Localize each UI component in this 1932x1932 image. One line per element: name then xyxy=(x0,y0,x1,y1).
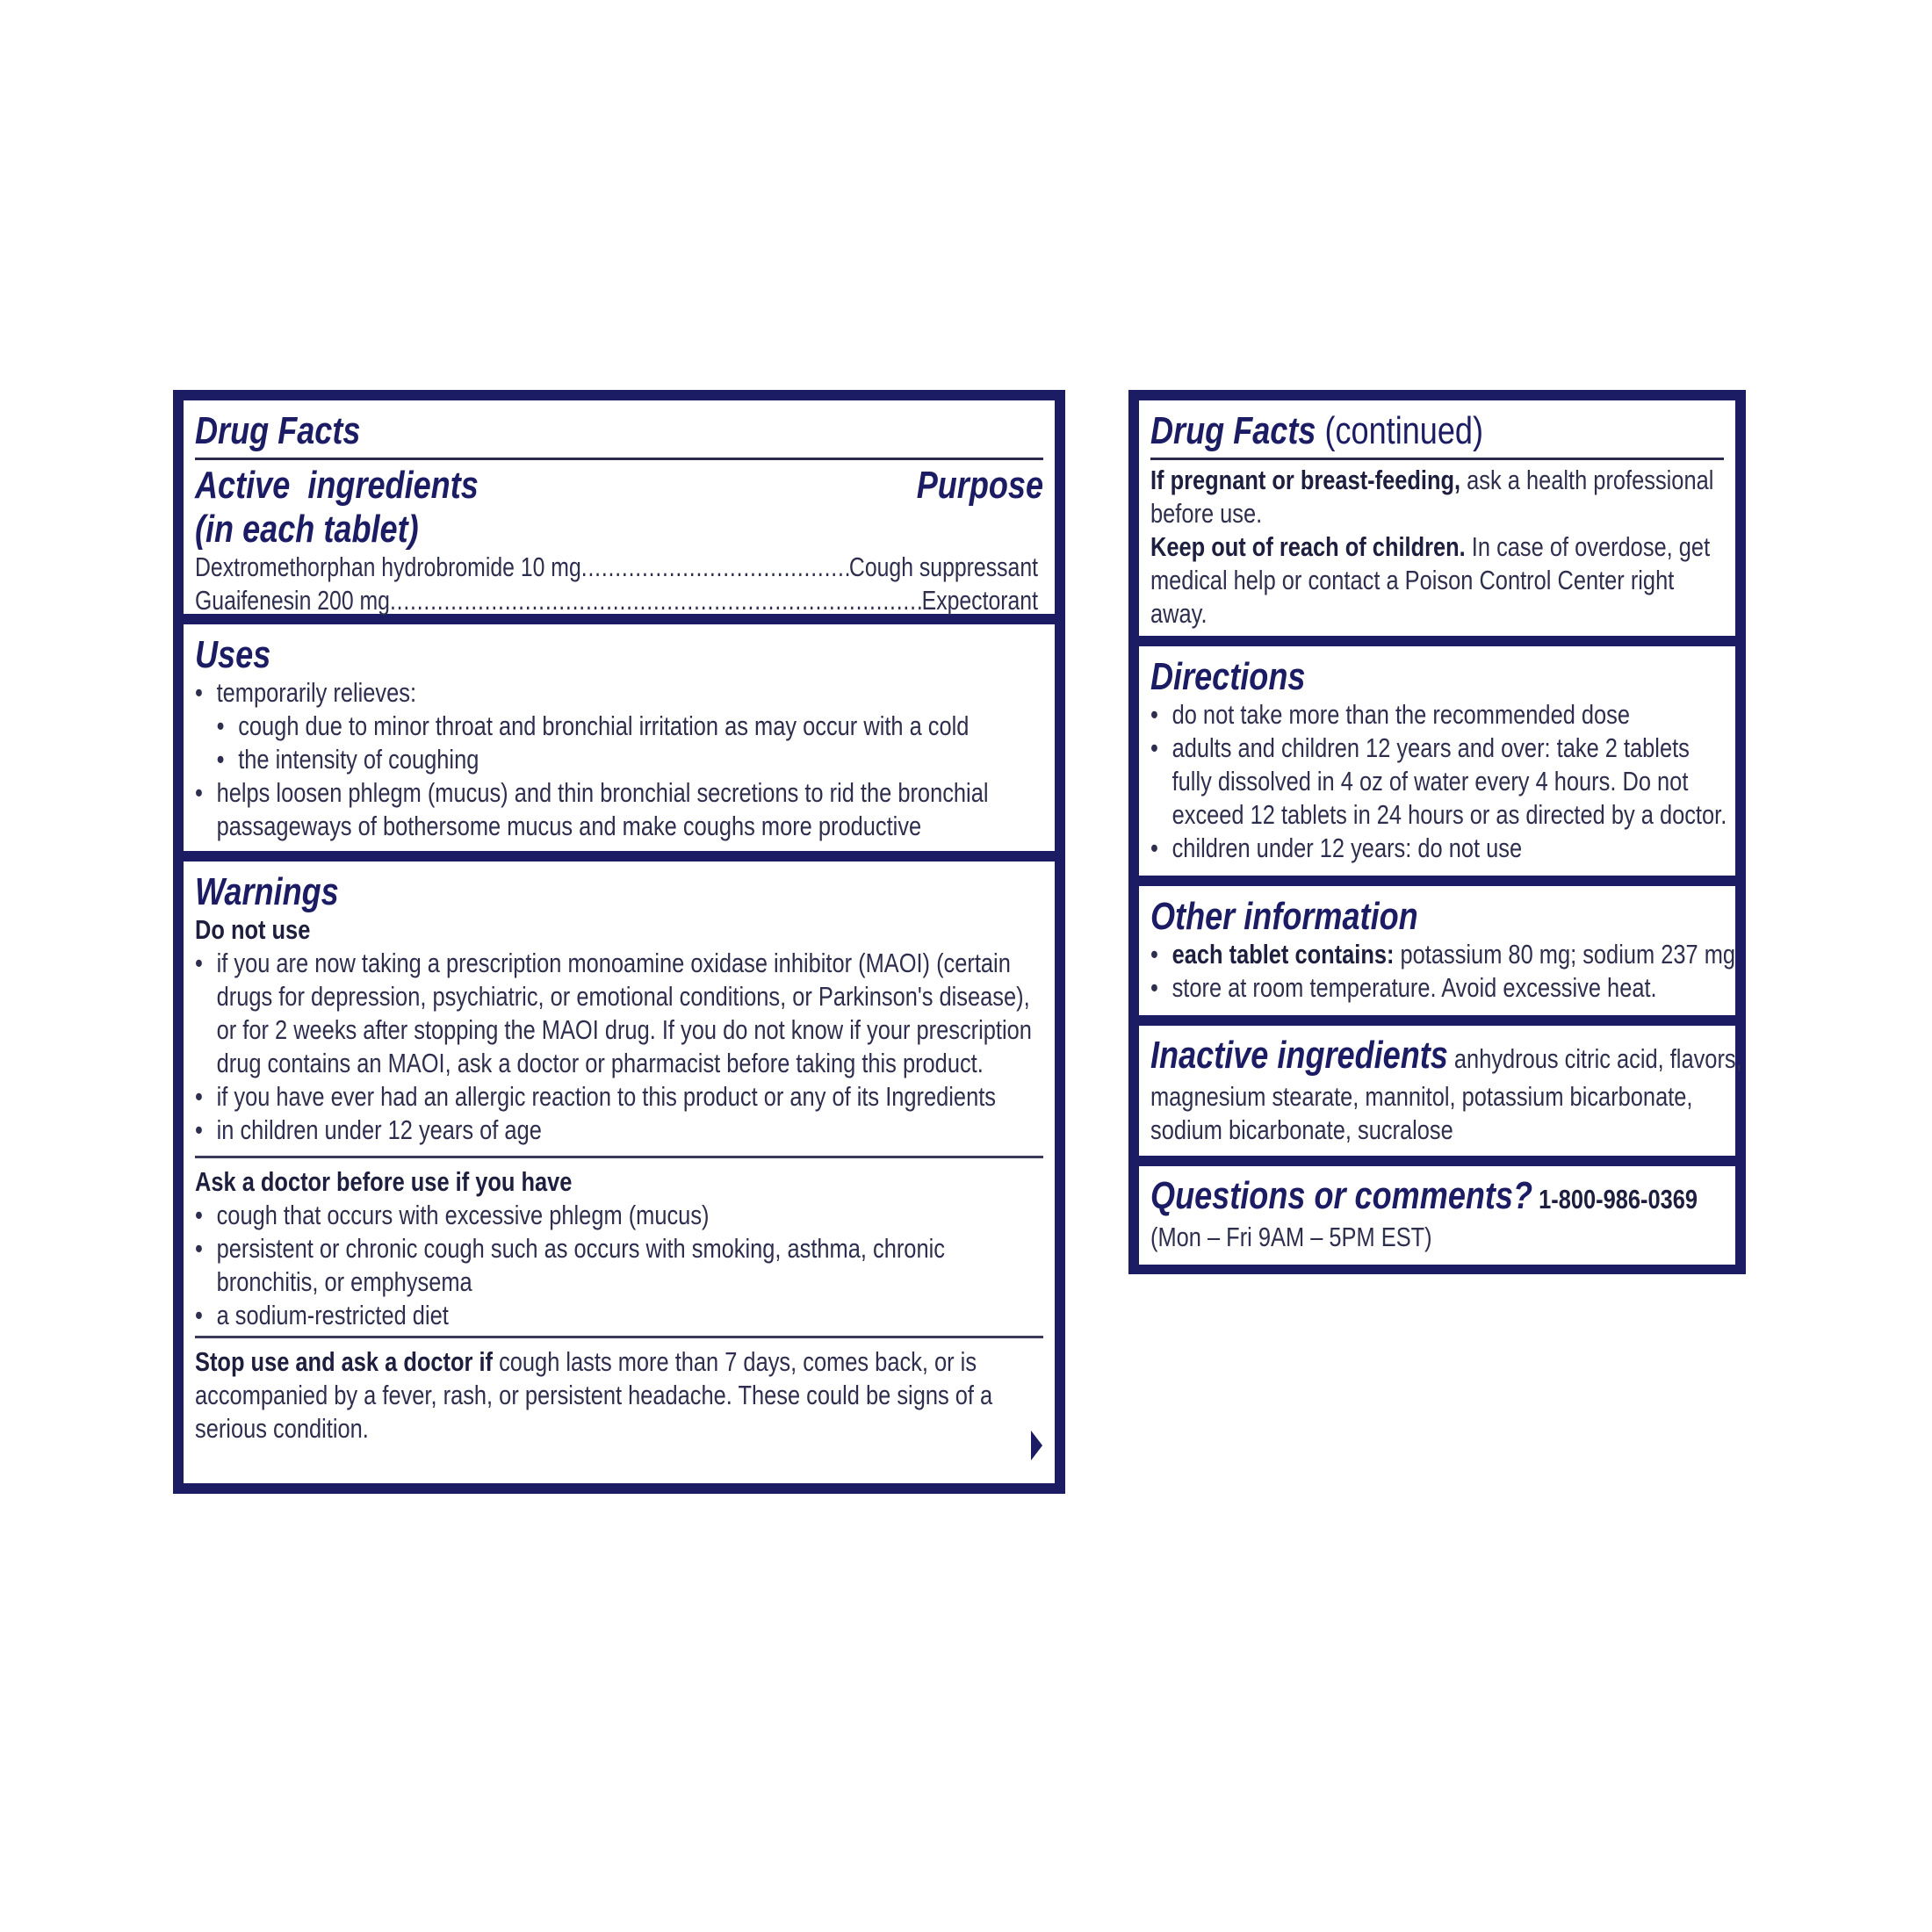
bullet-icon: • xyxy=(216,744,225,775)
list-item: • cough that occurs with excessive phlegm (mucus) xyxy=(195,1200,710,1231)
ask-doctor-subheading: Ask a doctor before use if you have xyxy=(195,1166,573,1198)
uses-heading: Uses xyxy=(195,633,271,676)
bullet-icon: • xyxy=(195,1200,203,1231)
ingredient-row xyxy=(195,551,1038,584)
warnings-divider xyxy=(195,1336,1043,1338)
questions-heading: Questions or comments? xyxy=(1150,1174,1533,1218)
keep-out-warning-line: away. xyxy=(1150,598,1208,630)
keep-out-warning: Keep out of reach of children. In case of overdose, get xyxy=(1150,531,1711,563)
list-item-continued: drugs for depression, psychiatric, or emotional conditions, or Parkinson's disease), xyxy=(216,981,1030,1013)
bullet-icon: • xyxy=(1150,732,1158,764)
list-item-continued: fully dissolved in 4 oz of water every 4 hours. Do not xyxy=(1171,766,1689,797)
ingredient-row xyxy=(195,584,1038,617)
continue-arrow-icon xyxy=(1031,1431,1042,1460)
list-item: • if you have ever had an allergic reaction to this product or any of its Ingredients xyxy=(195,1081,996,1113)
stop-use-paragraph-line: serious condition. xyxy=(195,1413,369,1445)
warnings-divider xyxy=(195,1156,1043,1158)
bullet-icon: • xyxy=(195,777,203,809)
active-ingredients-header xyxy=(195,464,1043,551)
list-item: • if you are now taking a prescription monoamine oxidase inhibitor (MAOI) (certain xyxy=(195,948,1011,979)
pregnancy-warning: If pregnant or breast-feeding, ask a health professional xyxy=(1150,465,1714,496)
bullet-icon: • xyxy=(195,1081,203,1113)
list-item: • store at room temperature. Avoid excessive heat. xyxy=(1150,972,1657,1004)
stop-use-paragraph: Stop use and ask a doctor if cough lasts more than 7 days, comes back, or is xyxy=(195,1346,977,1378)
phone-number: 1-800-986-0369 xyxy=(1532,1184,1698,1215)
bullet-icon: • xyxy=(1150,939,1158,970)
list-item: • the intensity of coughing xyxy=(216,744,479,775)
list-item-continued: drug contains an MAOI, ask a doctor or pharmacist before taking this product. xyxy=(216,1048,984,1079)
bullet-icon: • xyxy=(216,710,225,742)
leader-dots xyxy=(390,584,922,617)
pregnancy-box xyxy=(1139,400,1735,636)
list-item: • children under 12 years: do not use xyxy=(1150,833,1523,864)
questions-box xyxy=(1139,1166,1735,1265)
bullet-icon: • xyxy=(195,1300,203,1331)
questions-line xyxy=(1150,1174,1698,1221)
title-divider xyxy=(1150,458,1724,460)
inactive-ingredients-box xyxy=(1139,1026,1742,1156)
list-item: • cough due to minor throat and bronchial irritation as may occur with a cold xyxy=(216,710,970,742)
drug-facts-panel-right xyxy=(1128,390,1746,1274)
ingredient-name: Guaifenesin 200 mg xyxy=(195,584,390,616)
directions-box xyxy=(1139,646,1735,876)
list-item: • in children under 12 years of age xyxy=(195,1114,542,1146)
bullet-icon: • xyxy=(1150,699,1158,731)
bullet-icon: • xyxy=(195,677,203,709)
ingredient-purpose: Cough suppressant xyxy=(848,551,1038,582)
list-item-continued: or for 2 weeks after stopping the MAOI drug. If you do not know if your prescription xyxy=(216,1014,1032,1046)
drug-facts-panel-left xyxy=(173,390,1065,1494)
list-item: • persistent or chronic cough such as occurs with smoking, asthma, chronic xyxy=(195,1233,945,1265)
warnings-heading: Warnings xyxy=(195,870,339,913)
bullet-icon: • xyxy=(195,948,203,979)
list-item: • each tablet contains: potassium 80 mg; sodium 237 mg xyxy=(1150,939,1736,970)
do-not-use-subheading: Do not use xyxy=(195,914,311,946)
list-item: • adults and children 12 years and over: take 2 tablets xyxy=(1150,732,1690,764)
ingredient-purpose: Expectorant xyxy=(921,584,1038,616)
warnings-box xyxy=(184,861,1055,1483)
list-item: • do not take more than the recommended dose xyxy=(1150,699,1631,731)
list-item-continued: exceed 12 tablets in 24 hours or as directed by a doctor. xyxy=(1171,799,1727,831)
other-information-heading: Other information xyxy=(1150,895,1418,938)
bullet-icon: • xyxy=(195,1114,203,1146)
purpose-heading: Purpose xyxy=(916,464,1043,508)
directions-heading: Directions xyxy=(1150,655,1306,698)
list-item: • a sodium-restricted diet xyxy=(195,1300,449,1331)
inactive-ingredients-line: Inactive ingredients anhydrous citric acid, flavors, xyxy=(1150,1034,1742,1078)
leader-dots xyxy=(581,551,849,584)
keep-out-warning-line: medical help or contact a Poison Control Center right xyxy=(1150,565,1675,596)
other-information-box xyxy=(1139,886,1735,1015)
drug-facts-title: Drug Facts xyxy=(195,409,361,452)
in-each-tablet-heading: (in each tablet) xyxy=(195,507,419,551)
title-divider xyxy=(195,458,1043,460)
list-item-continued: passageways of bothersome mucus and make coughs more productive xyxy=(216,811,922,842)
inactive-ingredients-line: magnesium stearate, mannitol, potassium bicarbonate, xyxy=(1150,1081,1693,1113)
uses-box xyxy=(184,624,1055,851)
stop-use-paragraph-line: accompanied by a fever, rash, or persistent headache. These could be signs of a xyxy=(195,1380,993,1411)
bullet-icon: • xyxy=(1150,972,1158,1004)
active-ingredients-heading: Active ingredients xyxy=(195,464,479,508)
hours-text: (Mon – Fri 9AM – 5PM EST) xyxy=(1150,1222,1432,1253)
inactive-ingredients-heading: Inactive ingredients xyxy=(1150,1034,1448,1078)
inactive-ingredients-line: sodium bicarbonate, sucralose xyxy=(1150,1114,1453,1146)
drug-facts-continued-title: Drug Facts (continued) xyxy=(1150,409,1483,452)
list-item: • helps loosen phlegm (mucus) and thin bronchial secretions to rid the bronchial xyxy=(195,777,989,809)
list-item: • temporarily relieves: xyxy=(195,677,417,709)
pregnancy-warning-line: before use. xyxy=(1150,498,1263,530)
list-item-continued: bronchitis, or emphysema xyxy=(216,1266,472,1298)
bullet-icon: • xyxy=(1150,833,1158,864)
bullet-icon: • xyxy=(195,1233,203,1265)
active-ingredients-box xyxy=(184,400,1055,614)
ingredient-name: Dextromethorphan hydrobromide 10 mg xyxy=(195,551,581,582)
